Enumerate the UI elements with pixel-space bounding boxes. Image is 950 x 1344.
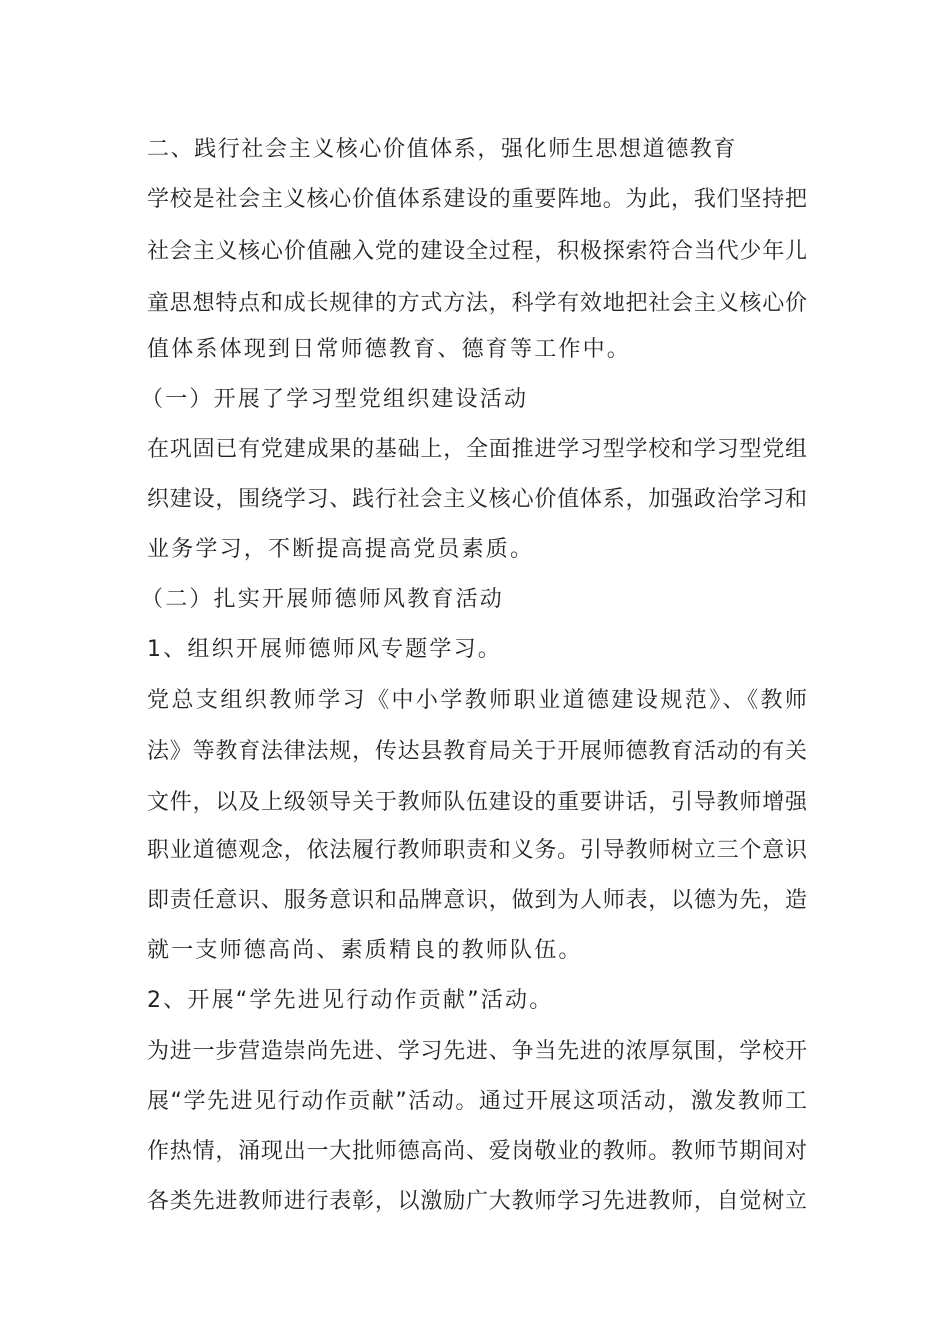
paragraph-line: 即责任意识、服务意识和品牌意识，做到为人师表，以德为先，造	[147, 888, 807, 913]
list-item-heading: 2、开展“学先进见行动作贡献”活动。	[147, 988, 554, 1013]
section-heading: 二、践行社会主义核心价值体系，强化师生思想道德教育	[147, 137, 738, 162]
paragraph-line: 就一支师德高尚、素质精良的教师队伍。	[147, 938, 583, 963]
paragraph-line: 童思想特点和成长规律的方式方法，科学有效地把社会主义核心价	[147, 291, 807, 316]
paragraph-line: 学校是社会主义核心价值体系建设的重要阵地。为此，我们坚持把	[147, 187, 807, 212]
paragraph-line: 在巩固已有党建成果的基础上，全面推进学习型学校和学习型党组	[147, 437, 807, 462]
paragraph-line: 为进一步营造崇尚先进、学习先进、争当先进的浓厚氛围，学校开	[147, 1039, 807, 1064]
paragraph-line: 业务学习，不断提高提高党员素质。	[147, 537, 535, 562]
paragraph-line: 法》等教育法律法规，传达县教育局关于开展师德教育活动的有关	[147, 739, 807, 764]
list-item-heading: 1、组织开展师德师风专题学习。	[147, 637, 502, 662]
paragraph-line: 社会主义核心价值融入党的建设全过程，积极探索符合当代少年儿	[147, 239, 807, 264]
paragraph-line: 织建设，围绕学习、践行社会主义核心价值体系，加强政治学习和	[147, 487, 807, 512]
paragraph-line: 作热情，涌现出一大批师德高尚、爱岗敬业的教师。教师节期间对	[147, 1139, 807, 1164]
paragraph-line: 职业道德观念，依法履行教师职责和义务。引导教师树立三个意识	[147, 838, 807, 863]
paragraph-line: 各类先进教师进行表彰，以激励广大教师学习先进教师，自觉树立	[147, 1189, 807, 1214]
paragraph-line: 值体系体现到日常师德教育、德育等工作中。	[147, 337, 632, 362]
paragraph-line: 党总支组织教师学习《中小学教师职业道德建设规范》、《教师	[147, 688, 807, 713]
paragraph-line: 文件，以及上级领导关于教师队伍建设的重要讲话，引导教师增强	[147, 790, 807, 815]
paragraph-line: 展“学先进见行动作贡献”活动。通过开展这项活动，激发教师工	[147, 1089, 807, 1114]
subsection-heading: （一）开展了学习型党组织建设活动	[141, 387, 529, 412]
subsection-heading: （二）扎实开展师德师风教育活动	[141, 587, 505, 612]
